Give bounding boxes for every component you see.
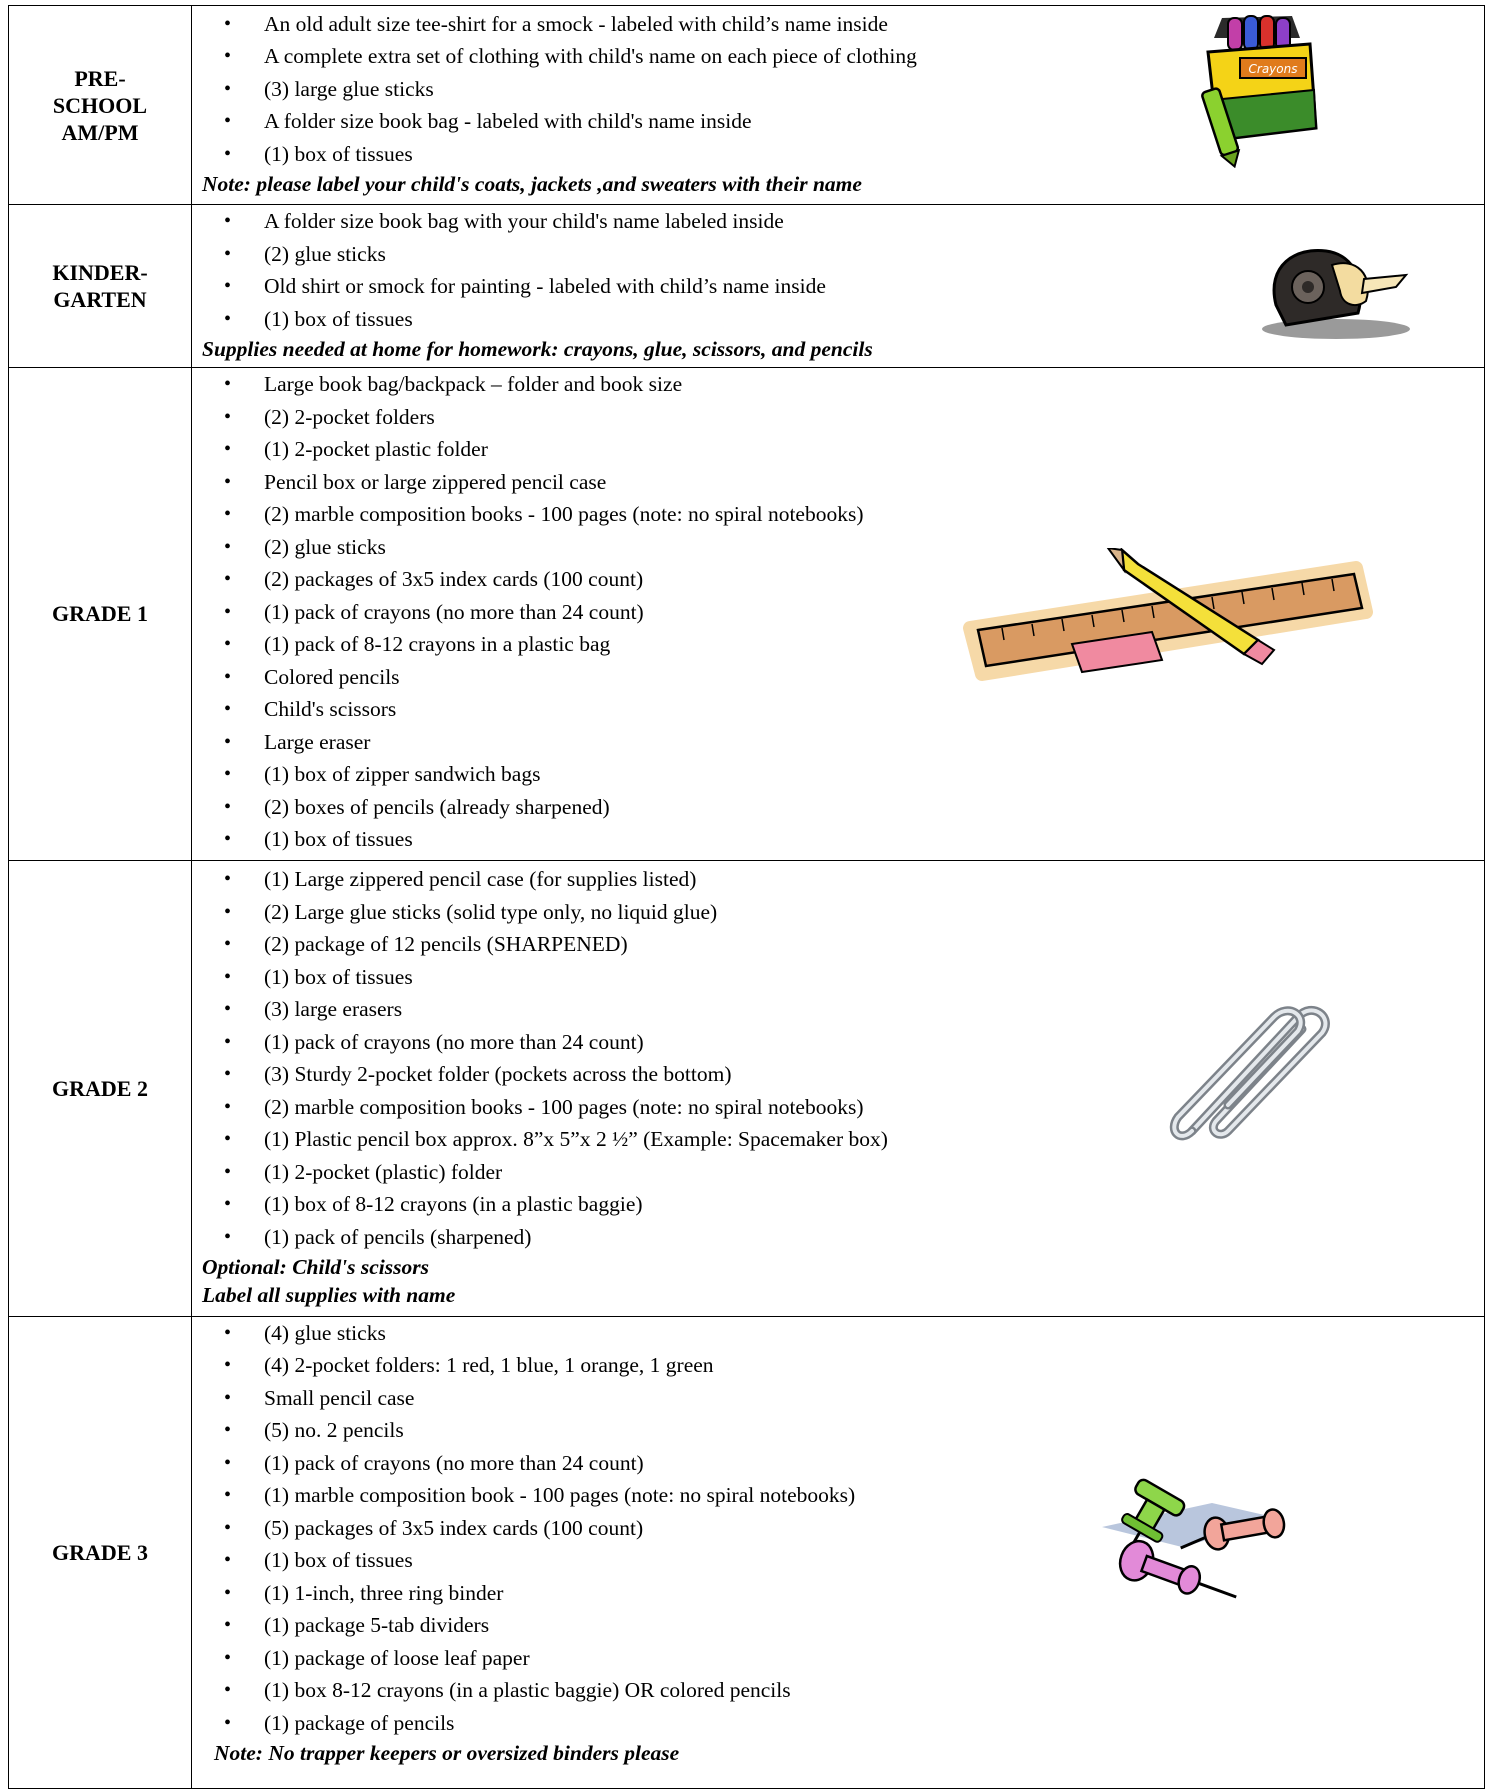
list-item: • Child's scissors <box>202 693 1484 726</box>
list-item: • (2) marble composition books - 100 pages (note: no spiral notebooks) <box>202 498 1484 531</box>
list-item: • (2) package of 12 pencils (SHARPENED) <box>202 928 1484 961</box>
list-item: • (1) box of zipper sandwich bags <box>202 758 1484 791</box>
grade-label-cell <box>9 368 192 861</box>
list-item: • A folder size book bag - labeled with child's name inside <box>202 105 1484 138</box>
list-item: • Large book bag/backpack – folder and book size <box>202 368 1484 401</box>
kindergarten-row <box>9 205 1485 368</box>
grade-label: GRADE 1 <box>52 601 148 627</box>
list-item: • (2) 2-pocket folders <box>202 401 1484 434</box>
list-item: • (1) pack of 8-12 crayons in a plastic bag <box>202 628 1484 661</box>
list-item: • Old shirt or smock for painting - labeled with child’s name inside <box>202 270 1484 303</box>
svg-text:Crayons: Crayons <box>1248 62 1298 76</box>
note-text: Note: please label your child's coats, jackets ,and sweaters with their name <box>202 172 862 197</box>
items-cell <box>192 860 1485 1316</box>
crayons-box-icon <box>1192 8 1332 168</box>
list-item: • (1) box of tissues <box>202 823 1484 856</box>
list-item: • (1) pack of crayons (no more than 24 count) <box>202 1026 1484 1059</box>
ruler-pencil-eraser-icon <box>962 548 1382 688</box>
list-item: • (2) packages of 3x5 index cards (100 count) <box>202 563 1484 596</box>
grade-label-line: SCHOOL <box>52 92 148 118</box>
list-item: • (1) 2-pocket plastic folder <box>202 433 1484 466</box>
note-text: Note: No trapper keepers or oversized binders please <box>214 1741 680 1765</box>
grade-label-cell <box>9 1316 192 1788</box>
list-item: • (1) box of tissues <box>202 961 1484 994</box>
note-text: Label all supplies with name <box>202 1283 456 1307</box>
preschool-row <box>9 6 1485 205</box>
grade-label <box>9 259 191 313</box>
grade-label-line: GARTEN <box>53 287 147 312</box>
grade-label-line: AM/PM <box>61 119 139 145</box>
list-item: • (2) glue sticks <box>202 238 1484 271</box>
list-item: • (1) 1-inch, three ring binder <box>202 1577 1484 1610</box>
list-item: • Large eraser <box>202 726 1484 759</box>
list-item: • (4) 2-pocket folders: 1 red, 1 blue, 1 orange, 1 green <box>202 1349 1484 1382</box>
list-item: • (2) boxes of pencils (already sharpened) <box>202 791 1484 824</box>
list-item: • (1) box 8-12 crayons (in a plastic baggie) OR colored pencils <box>202 1674 1484 1707</box>
list-item: • (3) large glue sticks <box>202 73 1484 106</box>
grade-label-cell <box>9 205 192 368</box>
list-item: • A folder size book bag with your child's name labeled inside <box>202 205 1484 238</box>
list-item: • (1) box of 8-12 crayons (in a plastic baggie) <box>202 1188 1484 1221</box>
list-item: • (4) glue sticks <box>202 1317 1484 1350</box>
grade-3-row <box>9 1316 1485 1788</box>
list-item: • An old adult size tee-shirt for a smock - labeled with child’s name inside <box>202 8 1484 41</box>
list-item: • (1) box of tissues <box>202 303 1484 336</box>
grade-label <box>9 65 191 146</box>
note-text: Optional: Child's scissors <box>202 1255 429 1279</box>
items-cell <box>192 1316 1485 1788</box>
list-item: • (3) large erasers <box>202 993 1484 1026</box>
items-cell <box>192 6 1485 205</box>
list-item: • (1) pack of pencils (sharpened) <box>202 1221 1484 1254</box>
list-item: • A complete extra set of clothing with child's name on each piece of clothing <box>202 40 1484 73</box>
grade-1-row <box>9 368 1485 861</box>
items-cell <box>192 205 1485 368</box>
paperclip-icon <box>1162 981 1342 1151</box>
list-item: • Pencil box or large zippered pencil case <box>202 466 1484 499</box>
push-pins-icon <box>1092 1467 1312 1617</box>
list-item: • (2) glue sticks <box>202 531 1484 564</box>
list-item: • (1) marble composition book - 100 pages (note: no spiral notebooks) <box>202 1479 1484 1512</box>
list-item: • Small pencil case <box>202 1382 1484 1415</box>
list-item: • (1) pack of crayons (no more than 24 count) <box>202 1447 1484 1480</box>
grade-label-line: PRE- <box>74 65 126 91</box>
list-item: • (5) packages of 3x5 index cards (100 count) <box>202 1512 1484 1545</box>
tape-dispenser-icon <box>1246 235 1416 345</box>
list-item: • (1) package of pencils <box>202 1707 1484 1740</box>
list-item: • (5) no. 2 pencils <box>202 1414 1484 1447</box>
grade-label: GRADE 2 <box>52 1075 148 1101</box>
grade-2-row <box>9 860 1485 1316</box>
list-item: • (1) box of tissues <box>202 1544 1484 1577</box>
list-item: • (1) Large zippered pencil case (for supplies listed) <box>202 863 1484 896</box>
list-item: • (1) 2-pocket (plastic) folder <box>202 1156 1484 1189</box>
grade-label: GRADE 3 <box>52 1539 148 1565</box>
list-item: • (1) box of tissues <box>202 138 1484 171</box>
list-item: • Colored pencils <box>202 661 1484 694</box>
note-text: Supplies needed at home for homework: crayons, glue, scissors, and pencils <box>202 337 873 361</box>
grade-label-line: KINDER- <box>52 260 148 285</box>
supply-list-table <box>8 5 1485 1789</box>
items-cell <box>192 368 1485 861</box>
list-item: • (2) marble composition books - 100 pages (note: no spiral notebooks) <box>202 1091 1484 1124</box>
list-item: • (1) pack of crayons (no more than 24 count) <box>202 596 1484 629</box>
grade-label-cell <box>9 860 192 1316</box>
list-item: • (1) Plastic pencil box approx. 8”x 5”x 2 ½” (Example: Spacemaker box) <box>202 1123 1484 1156</box>
list-item: • (3) Sturdy 2-pocket folder (pockets across the bottom) <box>202 1058 1484 1091</box>
list-item: • (2) Large glue sticks (solid type only, no liquid glue) <box>202 896 1484 929</box>
list-item: • (1) package 5-tab dividers <box>202 1609 1484 1642</box>
list-item: • (1) package of loose leaf paper <box>202 1642 1484 1675</box>
grade-label-cell <box>9 6 192 205</box>
